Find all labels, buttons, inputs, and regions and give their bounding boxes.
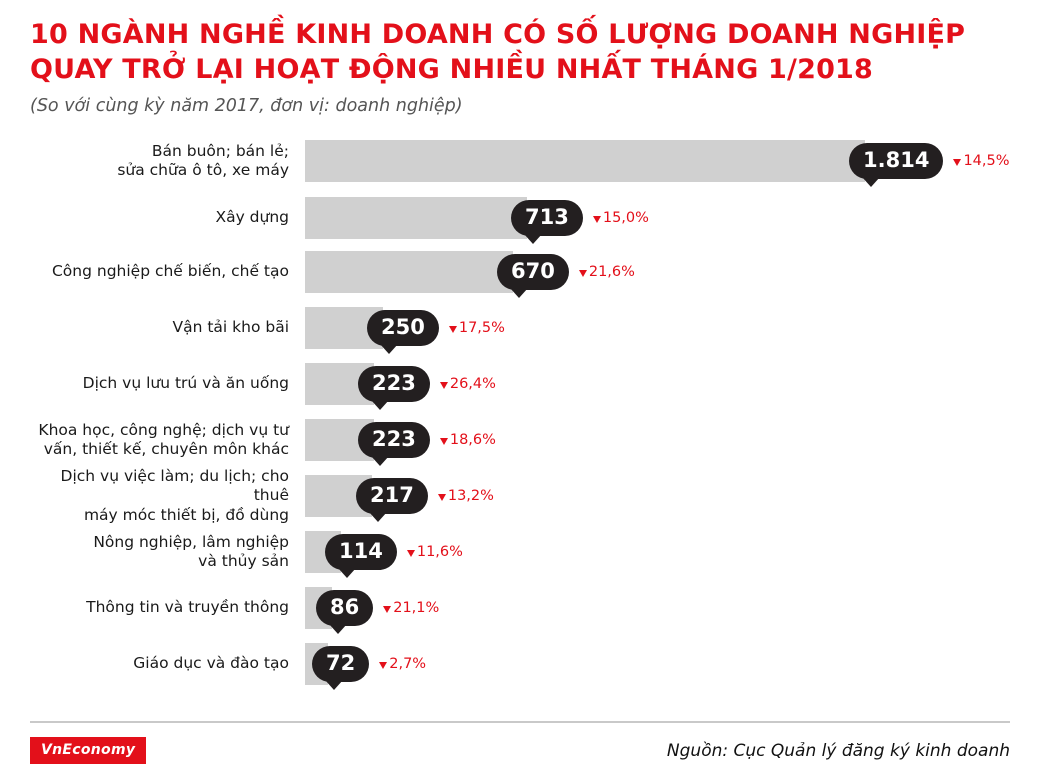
arrow-down-icon	[953, 159, 961, 166]
header	[0, 0, 1040, 116]
value-callout	[367, 310, 505, 346]
value-callout	[356, 478, 494, 514]
category-label	[30, 598, 305, 617]
bar	[305, 140, 865, 182]
value-bubble: 223	[358, 366, 430, 402]
value-bubble: 86	[316, 590, 373, 626]
arrow-down-icon	[440, 382, 448, 389]
change-value: 21,6%	[588, 264, 635, 281]
change-value: 14,5%	[963, 153, 1010, 170]
bar-area	[305, 130, 1010, 192]
change-value: 17,5%	[458, 320, 505, 337]
bar-area	[305, 244, 1010, 300]
chart-row	[30, 130, 1010, 192]
value-bubble: 223	[358, 422, 430, 458]
value-bubble: 1.814	[849, 143, 943, 179]
bar-chart	[0, 130, 1040, 692]
change-indicator	[953, 153, 1009, 169]
value-callout	[358, 366, 496, 402]
category-label	[30, 533, 305, 572]
change-indicator	[438, 488, 494, 504]
category-label	[30, 467, 305, 525]
change-indicator	[383, 600, 439, 616]
value-bubble: 713	[511, 200, 583, 236]
chart-row	[30, 468, 1010, 524]
chart-row	[30, 300, 1010, 356]
chart-row	[30, 244, 1010, 300]
chart-row	[30, 580, 1010, 636]
bar-area	[305, 192, 1010, 244]
page-title	[30, 18, 1010, 87]
chart-row	[30, 356, 1010, 412]
category-label-line-1: Dịch vụ việc làm; du lịch; cho thuê	[60, 467, 289, 505]
arrow-down-icon	[379, 662, 387, 669]
title-line-2: QUAY TRỞ LẠI HOẠT ĐỘNG NHIỀU NHẤT THÁNG 1/2018	[30, 53, 874, 85]
chart-row	[30, 192, 1010, 244]
source-note: Nguồn: Cục Quản lý đăng ký kinh doanh	[666, 740, 1010, 761]
value-bubble: 72	[312, 646, 369, 682]
change-value: 11,6%	[416, 544, 463, 561]
chart-row	[30, 636, 1010, 692]
change-value: 18,6%	[449, 432, 496, 449]
vneconomy-logo: VnEconomy	[30, 737, 146, 764]
change-value: 2,7%	[389, 656, 427, 673]
category-label-line-2: vấn, thiết kế, chuyên môn khác	[43, 440, 289, 459]
change-indicator	[579, 264, 635, 280]
arrow-down-icon	[593, 216, 601, 223]
change-value: 15,0%	[602, 210, 649, 227]
category-label	[30, 262, 305, 281]
value-callout	[312, 646, 426, 682]
change-indicator	[379, 656, 426, 672]
arrow-down-icon	[579, 270, 587, 277]
change-value: 13,2%	[447, 488, 494, 505]
category-label	[30, 654, 305, 673]
value-bubble: 670	[497, 254, 569, 290]
arrow-down-icon	[440, 438, 448, 445]
category-label	[30, 374, 305, 393]
category-label-line-2: và thủy sản	[198, 552, 289, 571]
category-label-line-1: Giáo dục và đào tạo	[133, 654, 289, 673]
chart-row	[30, 524, 1010, 580]
bar-area	[305, 636, 1010, 692]
title-line-1: 10 NGÀNH NGHỀ KINH DOANH CÓ SỐ LƯỢNG DOANH NGHIỆP	[30, 19, 966, 50]
value-callout	[358, 422, 496, 458]
bar-area	[305, 300, 1010, 356]
chart-row	[30, 412, 1010, 468]
change-indicator	[449, 320, 505, 336]
category-label-line-2: sửa chữa ô tô, xe máy	[117, 161, 289, 180]
value-callout	[849, 143, 1010, 179]
category-label-line-2: máy móc thiết bị, đồ dùng	[83, 505, 289, 524]
page-subtitle: (So với cùng kỳ năm 2017, đơn vị: doanh nghiệp)	[30, 96, 463, 117]
change-indicator	[440, 432, 496, 448]
change-indicator	[440, 376, 496, 392]
arrow-down-icon	[383, 606, 391, 613]
change-indicator	[593, 210, 649, 226]
category-label-line-1: Nông nghiệp, lâm nghiệp	[93, 532, 289, 551]
category-label-line-1: Công nghiệp chế biến, chế tạo	[51, 262, 289, 281]
category-label-line-1: Xây dựng	[215, 208, 289, 227]
chart-rows	[30, 130, 1010, 692]
value-callout	[497, 254, 635, 290]
category-label	[30, 208, 305, 227]
category-label-line-1: Dịch vụ lưu trú và ăn uống	[82, 374, 289, 393]
footer-content	[30, 737, 1010, 764]
category-label-line-1: Vận tải kho bãi	[172, 318, 289, 337]
value-callout	[511, 200, 649, 236]
bar-area	[305, 412, 1010, 468]
bar-area	[305, 468, 1010, 524]
value-bubble: 250	[367, 310, 439, 346]
value-bubble: 217	[356, 478, 428, 514]
bar-area	[305, 580, 1010, 636]
arrow-down-icon	[407, 550, 415, 557]
footer-divider	[30, 721, 1010, 723]
arrow-down-icon	[438, 494, 446, 501]
bar	[305, 251, 513, 293]
footer	[30, 721, 1010, 764]
value-bubble: 114	[325, 534, 397, 570]
change-indicator	[407, 544, 463, 560]
arrow-down-icon	[449, 326, 457, 333]
category-label-line-1: Bán buôn; bán lẻ;	[151, 141, 289, 160]
value-callout	[325, 534, 463, 570]
change-value: 21,1%	[393, 600, 440, 617]
category-label-line-1: Khoa học, công nghệ; dịch vụ tư	[38, 420, 289, 439]
bar-area	[305, 524, 1010, 580]
category-label	[30, 421, 305, 460]
category-label	[30, 318, 305, 337]
category-label-line-1: Thông tin và truyền thông	[86, 598, 289, 617]
value-callout	[316, 590, 439, 626]
bar	[305, 197, 527, 239]
category-label	[30, 142, 305, 181]
change-value: 26,4%	[449, 376, 496, 393]
bar-area	[305, 356, 1010, 412]
